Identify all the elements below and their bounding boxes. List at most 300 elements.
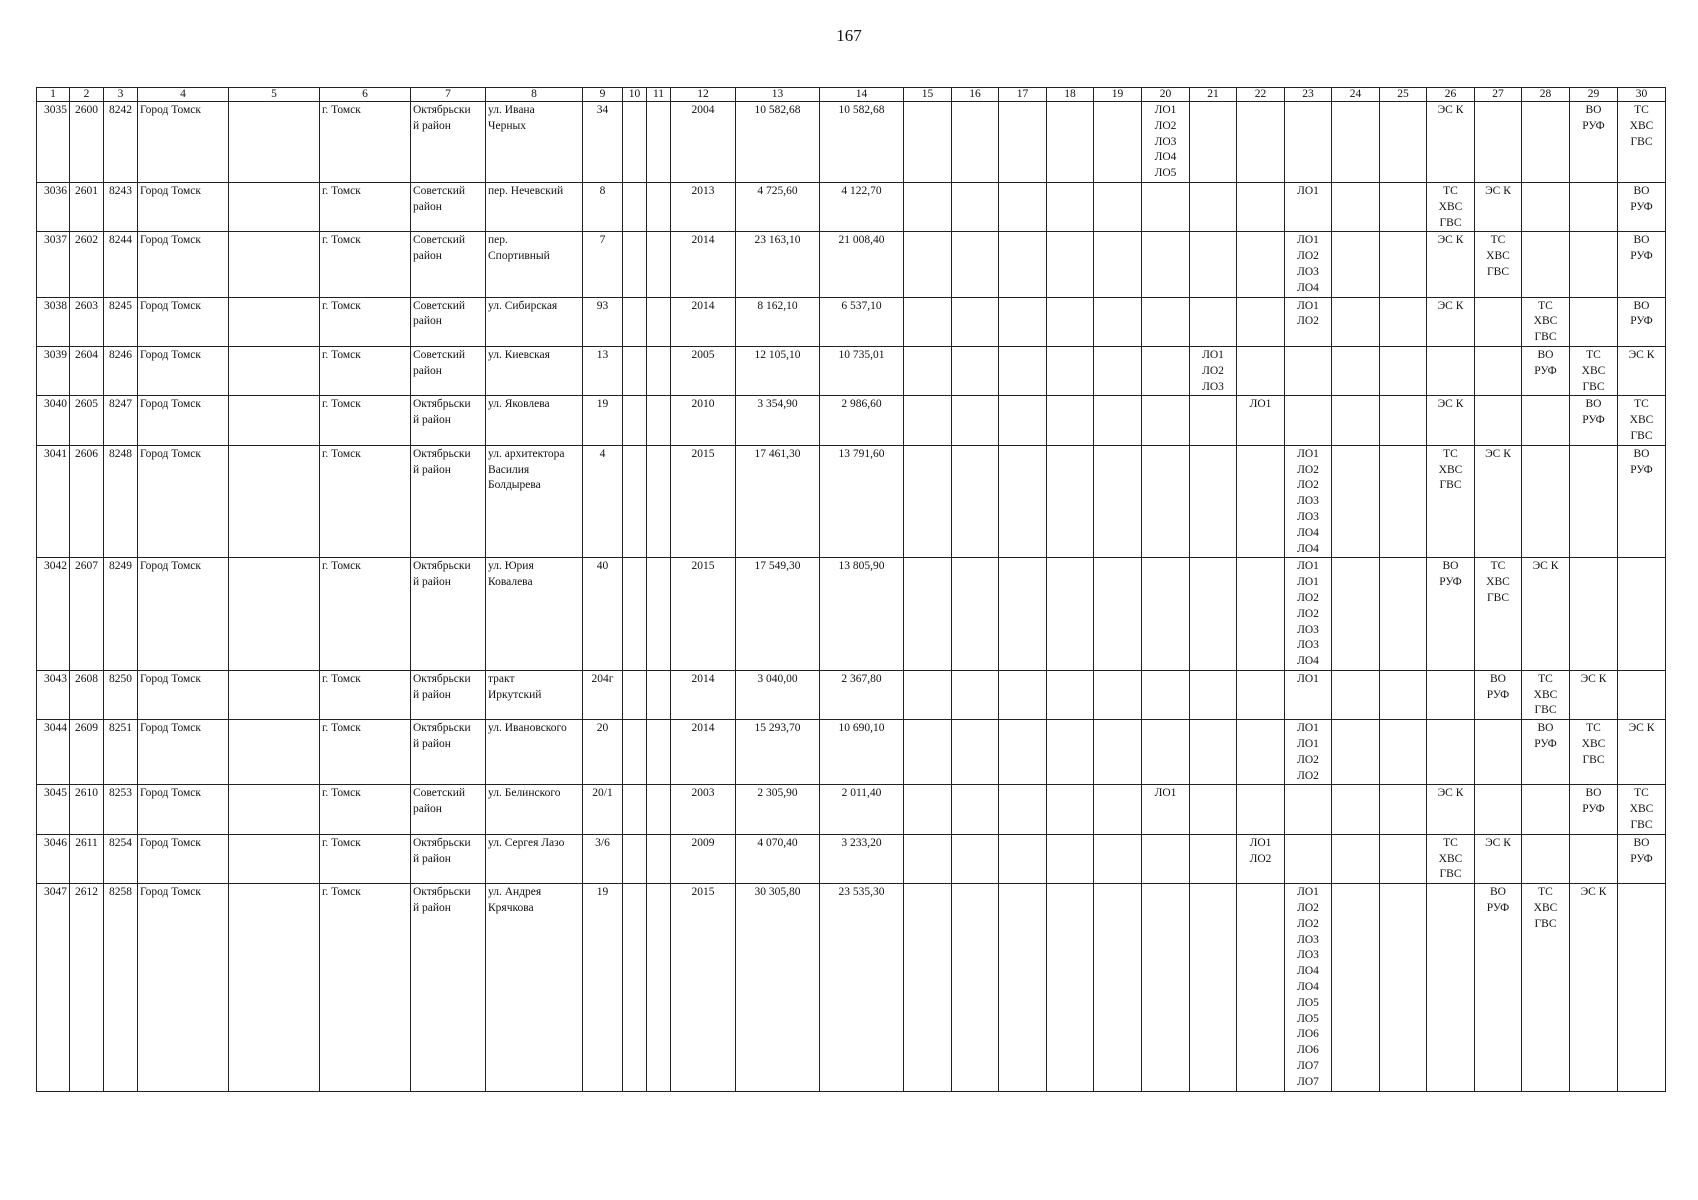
column-number-18: 18 — [1047, 88, 1094, 102]
table-cell-col-13: 30 305,80 — [736, 884, 820, 1091]
table-cell-col-22 — [1237, 720, 1285, 785]
table-row — [37, 182, 1666, 231]
table-cell-col-17 — [999, 102, 1047, 183]
table-cell-col-14: 13 791,60 — [820, 445, 904, 558]
table-cell-col-29 — [1570, 558, 1618, 671]
table-cell-col-12: 2004 — [671, 102, 736, 183]
table-cell-col-8: ул. Яковлева — [486, 396, 583, 445]
table-cell-col-14: 10 690,10 — [820, 720, 904, 785]
table-cell-col-21 — [1190, 834, 1237, 883]
table-cell-col-23: ЛО1 ЛО1 ЛО2 ЛО2 — [1285, 720, 1332, 785]
table-cell-col-20 — [1142, 834, 1190, 883]
table-cell-col-8: пер. Нечевский — [486, 182, 583, 231]
table-cell-col-3: 8249 — [104, 558, 138, 671]
column-number-29: 29 — [1570, 88, 1618, 102]
table-cell-col-26: ЭС К — [1427, 396, 1475, 445]
table-cell-col-7: Октябрьски й район — [411, 558, 486, 671]
table-cell-col-20 — [1142, 297, 1190, 346]
table-cell-col-13: 15 293,70 — [736, 720, 820, 785]
table-cell-col-12: 2009 — [671, 834, 736, 883]
column-number-10: 10 — [623, 88, 647, 102]
table-cell-col-29: ТС ХВС ГВС — [1570, 720, 1618, 785]
table-cell-col-22 — [1237, 445, 1285, 558]
table-cell-col-5 — [229, 297, 320, 346]
table-cell-col-27: ТС ХВС ГВС — [1475, 232, 1522, 297]
table-cell-col-29 — [1570, 232, 1618, 297]
table-cell-col-9: 8 — [583, 182, 623, 231]
table-cell-col-30: ВО РУФ — [1618, 232, 1666, 297]
table-cell-col-23: ЛО1 ЛО2 — [1285, 297, 1332, 346]
table-cell-col-14: 2 986,60 — [820, 396, 904, 445]
table-cell-col-9: 3/6 — [583, 834, 623, 883]
table-cell-col-13: 17 461,30 — [736, 445, 820, 558]
table-cell-col-26 — [1427, 884, 1475, 1091]
table-cell-col-9: 13 — [583, 346, 623, 395]
table-cell-col-24 — [1332, 445, 1380, 558]
table-cell-col-15 — [904, 720, 952, 785]
table-cell-col-27 — [1475, 785, 1522, 834]
table-cell-col-7: Советский район — [411, 346, 486, 395]
table-cell-col-8: ул. Юрия Ковалева — [486, 558, 583, 671]
table-cell-col-7: Советский район — [411, 232, 486, 297]
column-number-8: 8 — [486, 88, 583, 102]
table-cell-col-12: 2014 — [671, 720, 736, 785]
table-cell-col-26: ЭС К — [1427, 297, 1475, 346]
table-cell-col-4: Город Томск — [138, 297, 229, 346]
table-cell-col-1: 3039 — [37, 346, 70, 395]
table-cell-col-28: ВО РУФ — [1522, 346, 1570, 395]
table-cell-col-5 — [229, 396, 320, 445]
table-cell-col-10 — [623, 297, 647, 346]
table-cell-col-27: ВО РУФ — [1475, 670, 1522, 719]
table-cell-col-28 — [1522, 445, 1570, 558]
table-cell-col-26: ВО РУФ — [1427, 558, 1475, 671]
table-cell-col-14: 21 008,40 — [820, 232, 904, 297]
table-cell-col-12: 2015 — [671, 445, 736, 558]
table-cell-col-2: 2602 — [70, 232, 104, 297]
column-number-9: 9 — [583, 88, 623, 102]
table-cell-col-2: 2603 — [70, 297, 104, 346]
table-cell-col-4: Город Томск — [138, 884, 229, 1091]
table-cell-col-30 — [1618, 884, 1666, 1091]
column-number-21: 21 — [1190, 88, 1237, 102]
column-number-16: 16 — [952, 88, 999, 102]
table-cell-col-28: ТС ХВС ГВС — [1522, 670, 1570, 719]
table-cell-col-21 — [1190, 396, 1237, 445]
table-cell-col-22 — [1237, 670, 1285, 719]
table-cell-col-10 — [623, 720, 647, 785]
table-cell-col-7: Октябрьски й район — [411, 445, 486, 558]
table-cell-col-23 — [1285, 102, 1332, 183]
table-cell-col-24 — [1332, 182, 1380, 231]
table-cell-col-22 — [1237, 232, 1285, 297]
table-cell-col-21 — [1190, 884, 1237, 1091]
table-cell-col-18 — [1047, 445, 1094, 558]
column-number-19: 19 — [1094, 88, 1142, 102]
table-cell-col-30: ТС ХВС ГВС — [1618, 396, 1666, 445]
table-cell-col-30: ВО РУФ — [1618, 445, 1666, 558]
table-row — [37, 785, 1666, 834]
table-cell-col-18 — [1047, 346, 1094, 395]
table-cell-col-19 — [1094, 232, 1142, 297]
table-cell-col-5 — [229, 884, 320, 1091]
table-cell-col-6: г. Томск — [320, 834, 411, 883]
table-cell-col-22 — [1237, 884, 1285, 1091]
table-cell-col-6: г. Томск — [320, 346, 411, 395]
table-cell-col-20 — [1142, 232, 1190, 297]
table-cell-col-10 — [623, 102, 647, 183]
table-cell-col-23 — [1285, 396, 1332, 445]
table-cell-col-19 — [1094, 720, 1142, 785]
table-cell-col-28: ТС ХВС ГВС — [1522, 884, 1570, 1091]
table-cell-col-17 — [999, 445, 1047, 558]
table-cell-col-10 — [623, 182, 647, 231]
table-cell-col-27: ЭС К — [1475, 445, 1522, 558]
table-cell-col-30: ЭС К — [1618, 346, 1666, 395]
table-cell-col-24 — [1332, 720, 1380, 785]
table-cell-col-1: 3043 — [37, 670, 70, 719]
table-cell-col-17 — [999, 558, 1047, 671]
column-number-5: 5 — [229, 88, 320, 102]
table-cell-col-15 — [904, 232, 952, 297]
table-cell-col-21 — [1190, 445, 1237, 558]
table-cell-col-5 — [229, 232, 320, 297]
table-cell-col-15 — [904, 558, 952, 671]
table-cell-col-15 — [904, 884, 952, 1091]
table-cell-col-2: 2601 — [70, 182, 104, 231]
table-cell-col-29 — [1570, 834, 1618, 883]
table-cell-col-3: 8253 — [104, 785, 138, 834]
table-cell-col-8: тракт Иркутский — [486, 670, 583, 719]
table-cell-col-7: Советский район — [411, 182, 486, 231]
table-cell-col-17 — [999, 720, 1047, 785]
table-cell-col-3: 8245 — [104, 297, 138, 346]
table-cell-col-6: г. Томск — [320, 720, 411, 785]
table-cell-col-5 — [229, 182, 320, 231]
table-cell-col-10 — [623, 834, 647, 883]
table-cell-col-9: 204г — [583, 670, 623, 719]
table-cell-col-25 — [1380, 558, 1427, 671]
column-number-26: 26 — [1427, 88, 1475, 102]
table-cell-col-13: 10 582,68 — [736, 102, 820, 183]
table-cell-col-25 — [1380, 102, 1427, 183]
table-cell-col-12: 2015 — [671, 558, 736, 671]
table-cell-col-21 — [1190, 297, 1237, 346]
table-cell-col-21: ЛО1 ЛО2 ЛО3 — [1190, 346, 1237, 395]
table-cell-col-14: 2 367,80 — [820, 670, 904, 719]
table-cell-col-9: 34 — [583, 102, 623, 183]
table-cell-col-16 — [952, 834, 999, 883]
table-cell-col-14: 3 233,20 — [820, 834, 904, 883]
table-cell-col-29: ВО РУФ — [1570, 396, 1618, 445]
table-cell-col-22: ЛО1 ЛО2 — [1237, 834, 1285, 883]
column-number-25: 25 — [1380, 88, 1427, 102]
column-number-2: 2 — [70, 88, 104, 102]
table-cell-col-16 — [952, 182, 999, 231]
table-cell-col-17 — [999, 182, 1047, 231]
table-cell-col-29: ТС ХВС ГВС — [1570, 346, 1618, 395]
table-cell-col-13: 12 105,10 — [736, 346, 820, 395]
table-cell-col-18 — [1047, 670, 1094, 719]
table-cell-col-12: 2005 — [671, 346, 736, 395]
table-cell-col-19 — [1094, 396, 1142, 445]
table-cell-col-26 — [1427, 346, 1475, 395]
table-cell-col-1: 3045 — [37, 785, 70, 834]
table-cell-col-23: ЛО1 ЛО2 ЛО2 ЛО3 ЛО3 ЛО4 ЛО4 ЛО5 ЛО5 ЛО6 ЛО6 ЛО7 ЛО7 — [1285, 884, 1332, 1091]
table-cell-col-8: ул. Андрея Крячкова — [486, 884, 583, 1091]
table-cell-col-13: 8 162,10 — [736, 297, 820, 346]
table-cell-col-26: ЭС К — [1427, 102, 1475, 183]
table-cell-col-23: ЛО1 — [1285, 670, 1332, 719]
column-number-11: 11 — [647, 88, 671, 102]
table-cell-col-28 — [1522, 834, 1570, 883]
table-cell-col-3: 8258 — [104, 884, 138, 1091]
table-cell-col-3: 8248 — [104, 445, 138, 558]
table-cell-col-10 — [623, 232, 647, 297]
table-cell-col-16 — [952, 785, 999, 834]
table-cell-col-22 — [1237, 297, 1285, 346]
table-cell-col-11 — [647, 834, 671, 883]
table-cell-col-7: Октябрьски й район — [411, 884, 486, 1091]
table-cell-col-4: Город Томск — [138, 445, 229, 558]
table-cell-col-9: 19 — [583, 884, 623, 1091]
table-cell-col-8: ул. Киевская — [486, 346, 583, 395]
column-number-12: 12 — [671, 88, 736, 102]
table-cell-col-12: 2010 — [671, 396, 736, 445]
table-cell-col-19 — [1094, 445, 1142, 558]
table-cell-col-24 — [1332, 346, 1380, 395]
table-cell-col-26: ЭС К — [1427, 785, 1475, 834]
table-cell-col-23: ЛО1 ЛО1 ЛО2 ЛО2 ЛО3 ЛО3 ЛО4 — [1285, 558, 1332, 671]
table-cell-col-17 — [999, 396, 1047, 445]
table-cell-col-30: ТС ХВС ГВС — [1618, 102, 1666, 183]
column-number-24: 24 — [1332, 88, 1380, 102]
table-cell-col-29 — [1570, 297, 1618, 346]
column-number-15: 15 — [904, 88, 952, 102]
table-cell-col-11 — [647, 558, 671, 671]
table-cell-col-18 — [1047, 396, 1094, 445]
table-cell-col-2: 2611 — [70, 834, 104, 883]
column-number-1: 1 — [37, 88, 70, 102]
table-cell-col-22: ЛО1 — [1237, 396, 1285, 445]
table-cell-col-9: 7 — [583, 232, 623, 297]
table-cell-col-22 — [1237, 346, 1285, 395]
table-cell-col-20: ЛО1 — [1142, 785, 1190, 834]
table-row — [37, 297, 1666, 346]
table-cell-col-2: 2609 — [70, 720, 104, 785]
page-number: 167 — [836, 26, 862, 45]
table-cell-col-30: ТС ХВС ГВС — [1618, 785, 1666, 834]
table-cell-col-9: 4 — [583, 445, 623, 558]
table-cell-col-18 — [1047, 297, 1094, 346]
table-cell-col-16 — [952, 720, 999, 785]
table-cell-col-21 — [1190, 720, 1237, 785]
table-cell-col-6: г. Томск — [320, 670, 411, 719]
table-cell-col-11 — [647, 445, 671, 558]
table-cell-col-30 — [1618, 670, 1666, 719]
table-cell-col-1: 3041 — [37, 445, 70, 558]
table-cell-col-2: 2606 — [70, 445, 104, 558]
table-cell-col-4: Город Томск — [138, 396, 229, 445]
table-cell-col-1: 3036 — [37, 182, 70, 231]
column-number-4: 4 — [138, 88, 229, 102]
table-cell-col-10 — [623, 396, 647, 445]
table-cell-col-16 — [952, 670, 999, 719]
table-cell-col-14: 6 537,10 — [820, 297, 904, 346]
table-cell-col-23: ЛО1 ЛО2 ЛО2 ЛО3 ЛО3 ЛО4 ЛО4 — [1285, 445, 1332, 558]
table-cell-col-2: 2605 — [70, 396, 104, 445]
table-cell-col-10 — [623, 670, 647, 719]
table-cell-col-13: 17 549,30 — [736, 558, 820, 671]
table-cell-col-16 — [952, 396, 999, 445]
table-cell-col-6: г. Томск — [320, 297, 411, 346]
table-cell-col-16 — [952, 297, 999, 346]
table-cell-col-29: ЭС К — [1570, 884, 1618, 1091]
table-cell-col-7: Советский район — [411, 297, 486, 346]
table-cell-col-29: ЭС К — [1570, 670, 1618, 719]
table-cell-col-23 — [1285, 785, 1332, 834]
table-cell-col-17 — [999, 834, 1047, 883]
table-cell-col-12: 2014 — [671, 297, 736, 346]
table-cell-col-16 — [952, 558, 999, 671]
table-cell-col-1: 3038 — [37, 297, 70, 346]
table-cell-col-27 — [1475, 720, 1522, 785]
table-cell-col-11 — [647, 297, 671, 346]
table-cell-col-22 — [1237, 785, 1285, 834]
table-cell-col-13: 4 070,40 — [736, 834, 820, 883]
table-cell-col-25 — [1380, 396, 1427, 445]
table-row — [37, 670, 1666, 719]
table-cell-col-28 — [1522, 785, 1570, 834]
table-cell-col-18 — [1047, 720, 1094, 785]
table-cell-col-1: 3037 — [37, 232, 70, 297]
table-cell-col-25 — [1380, 720, 1427, 785]
column-number-14: 14 — [820, 88, 904, 102]
register-table — [36, 87, 1666, 1092]
table-cell-col-27 — [1475, 346, 1522, 395]
table-cell-col-27 — [1475, 297, 1522, 346]
table-cell-col-27: ВО РУФ — [1475, 884, 1522, 1091]
table-cell-col-19 — [1094, 297, 1142, 346]
table-cell-col-22 — [1237, 102, 1285, 183]
table-row — [37, 834, 1666, 883]
table-cell-col-10 — [623, 445, 647, 558]
table-cell-col-3: 8244 — [104, 232, 138, 297]
table-cell-col-19 — [1094, 346, 1142, 395]
column-number-30: 30 — [1618, 88, 1666, 102]
column-number-27: 27 — [1475, 88, 1522, 102]
table-cell-col-23: ЛО1 ЛО2 ЛО3 ЛО4 — [1285, 232, 1332, 297]
table-cell-col-29: ВО РУФ — [1570, 102, 1618, 183]
table-cell-col-19 — [1094, 785, 1142, 834]
table-cell-col-26: ТС ХВС ГВС — [1427, 834, 1475, 883]
table-cell-col-20 — [1142, 670, 1190, 719]
table-cell-col-22 — [1237, 558, 1285, 671]
table-cell-col-5 — [229, 102, 320, 183]
table-cell-col-3: 8254 — [104, 834, 138, 883]
table-cell-col-24 — [1332, 102, 1380, 183]
table-cell-col-25 — [1380, 232, 1427, 297]
table-cell-col-18 — [1047, 558, 1094, 671]
table-cell-col-8: ул. Ивановского — [486, 720, 583, 785]
table-cell-col-3: 8250 — [104, 670, 138, 719]
table-cell-col-15 — [904, 297, 952, 346]
table-cell-col-10 — [623, 884, 647, 1091]
table-cell-col-30: ЭС К — [1618, 720, 1666, 785]
table-cell-col-9: 40 — [583, 558, 623, 671]
table-cell-col-8: ул. Белинского — [486, 785, 583, 834]
table-cell-col-8: ул. Ивана Черных — [486, 102, 583, 183]
table-cell-col-9: 20 — [583, 720, 623, 785]
table-cell-col-24 — [1332, 232, 1380, 297]
table-cell-col-11 — [647, 720, 671, 785]
table-cell-col-3: 8243 — [104, 182, 138, 231]
table-row — [37, 558, 1666, 671]
table-cell-col-27 — [1475, 102, 1522, 183]
table-cell-col-29 — [1570, 445, 1618, 558]
column-number-22: 22 — [1237, 88, 1285, 102]
table-cell-col-12: 2013 — [671, 182, 736, 231]
table-cell-col-20 — [1142, 558, 1190, 671]
table-cell-col-24 — [1332, 670, 1380, 719]
table-cell-col-18 — [1047, 785, 1094, 834]
table-cell-col-5 — [229, 346, 320, 395]
table-cell-col-15 — [904, 102, 952, 183]
table-cell-col-1: 3044 — [37, 720, 70, 785]
table-cell-col-30: ВО РУФ — [1618, 182, 1666, 231]
table-cell-col-14: 10 735,01 — [820, 346, 904, 395]
table-cell-col-12: 2015 — [671, 884, 736, 1091]
table-row — [37, 102, 1666, 183]
table-cell-col-2: 2610 — [70, 785, 104, 834]
table-cell-col-20: ЛО1 ЛО2 ЛО3 ЛО4 ЛО5 — [1142, 102, 1190, 183]
table-cell-col-7: Октябрьски й район — [411, 396, 486, 445]
table-cell-col-28 — [1522, 102, 1570, 183]
table-cell-col-24 — [1332, 558, 1380, 671]
table-row — [37, 884, 1666, 1091]
table-cell-col-25 — [1380, 884, 1427, 1091]
table-cell-col-26: ТС ХВС ГВС — [1427, 182, 1475, 231]
table-cell-col-11 — [647, 670, 671, 719]
table-cell-col-28 — [1522, 182, 1570, 231]
table-cell-col-2: 2607 — [70, 558, 104, 671]
table-cell-col-2: 2612 — [70, 884, 104, 1091]
table-cell-col-11 — [647, 785, 671, 834]
table-cell-col-25 — [1380, 834, 1427, 883]
table-cell-col-1: 3035 — [37, 102, 70, 183]
table-cell-col-6: г. Томск — [320, 785, 411, 834]
table-cell-col-26: ТС ХВС ГВС — [1427, 445, 1475, 558]
table-cell-col-17 — [999, 297, 1047, 346]
table-cell-col-1: 3040 — [37, 396, 70, 445]
table-cell-col-5 — [229, 785, 320, 834]
table-cell-col-16 — [952, 102, 999, 183]
table-cell-col-4: Город Томск — [138, 670, 229, 719]
table-row — [37, 445, 1666, 558]
table-cell-col-16 — [952, 346, 999, 395]
table-cell-col-18 — [1047, 102, 1094, 183]
table-cell-col-4: Город Томск — [138, 346, 229, 395]
table-cell-col-19 — [1094, 102, 1142, 183]
table-cell-col-4: Город Томск — [138, 558, 229, 671]
table-cell-col-24 — [1332, 396, 1380, 445]
table-cell-col-5 — [229, 558, 320, 671]
table-cell-col-27: ЭС К — [1475, 182, 1522, 231]
table-cell-col-1: 3042 — [37, 558, 70, 671]
column-number-3: 3 — [104, 88, 138, 102]
table-cell-col-11 — [647, 102, 671, 183]
table-cell-col-20 — [1142, 720, 1190, 785]
